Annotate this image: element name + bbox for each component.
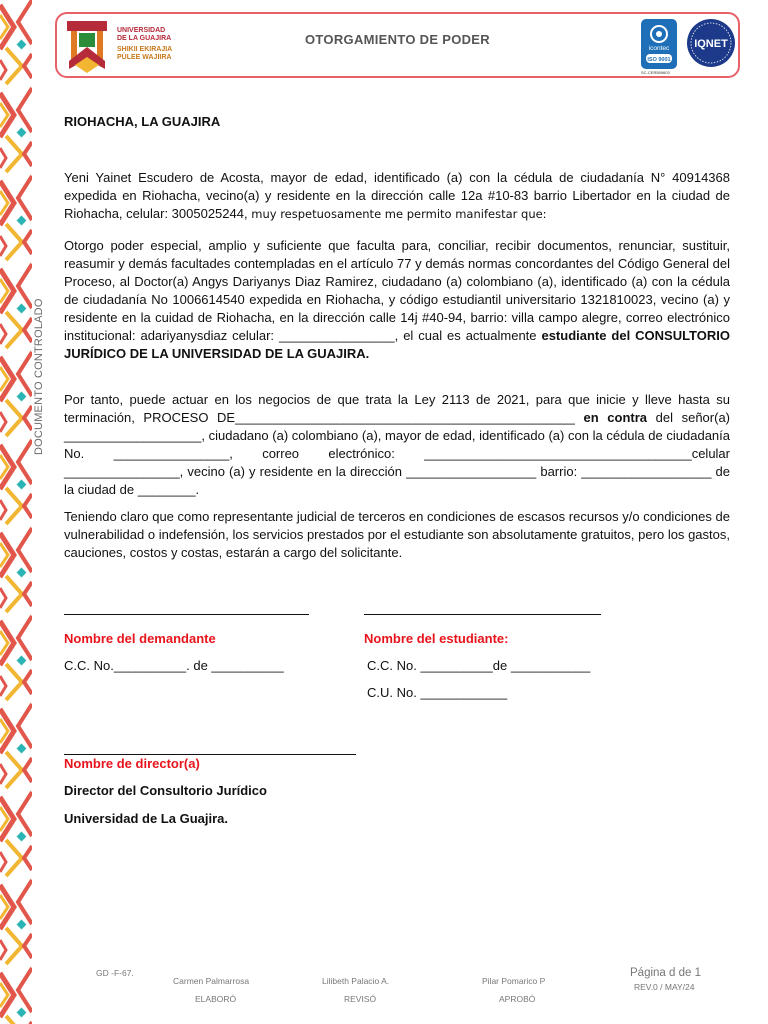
process-text-a: Por tanto, puede actuar en los negocios de que trata la Ley 2113 de 2021, para que inicie y lleve hasta su terminación, PROCESO DE_______________________________________________ (64, 392, 730, 425)
demandante-signature-line (64, 614, 309, 615)
footer-revision: REV.0 / MAY/24 (634, 982, 695, 992)
director-name-label: Nombre de director(a) (64, 756, 200, 771)
logo-line-3: SHIKII EKIRAJIA (117, 46, 173, 53)
controlled-document-label: DOCUMENTO CONTROLADO (33, 298, 45, 455)
process-text-c: del señor(a) ___________________, ciudadano (a) colombiano (a), mayor de edad, identificado (a) con la cédula de ciudadanía No. ________________, correo electrónico: _____________________________________celular ________________, vecino (a) y residente en la dirección __________________ barrio: __________________ de la ciudad de ________. (64, 410, 730, 497)
footer-reviso-label: REVISÓ (344, 994, 377, 1004)
logo-line-4: PÜLEE WAJIIRA (117, 54, 172, 61)
estudiante-cu: C.U. No. ____________ (367, 685, 508, 700)
demandante-name-label: Nombre del demandante (64, 631, 216, 646)
power-text: Otorgo poder especial, amplio y suficiente que faculta para, conciliar, recibir documentos, renunciar, sustituir, reasumir y demás facultades contempladas en el artículo 77 y demás normas concordantes del Código General del Proceso, al Doctor(a) Angys Dariyanys Diaz Ramirez, ciudadano (a) colombiano (a), identificado (a) con la cédula de ciudadanía No 1006614540 expedida en Riohacha, y código estudiantil universitario 1321810023, vecino (a) y residente en la cuidad de Riohacha, en la dirección calle 14j #40-94, barrio: villa campo alegre, correo electrónico institucional: adariyanysdiaz celular: ________________, el cual es actualmente (64, 238, 730, 343)
estudiante-name-label: Nombre del estudiante: (364, 631, 509, 646)
document-title: OTORGAMIENTO DE PODER (305, 32, 490, 47)
director-organization: Universidad de La Guajira. (64, 811, 228, 826)
footer-elaboro-name: Carmen Palmarrosa (173, 976, 250, 986)
power-text-bold: estudiante del CONSULTORIO JURÍDICO DE LA UNIVERSIDAD DE LA GUAJIRA. (64, 328, 730, 361)
footer-elaboro-label: ELABORÓ (195, 994, 237, 1004)
paragraph-power (64, 237, 730, 363)
grantor-text-tail: muy respetuosamente me permito manifestar que: (247, 207, 547, 221)
decorative-border (0, 0, 32, 1024)
grantor-text: Yeni Yainet Escudero de Acosta, mayor de edad, identificado (a) con la cédula de ciudadanía N° 40914368 expedida en Riohacha, vecino(a) y residente en la dirección calle 12a #10-83 barrio Libertador en la ciudad de Riohacha, celular: 3005025244, (64, 170, 730, 221)
svg-text:ISO 9001: ISO 9001 (647, 57, 671, 63)
iqnet-certification-icon (686, 18, 736, 68)
logo-line-2: DE LA GUAJIRA (117, 35, 172, 42)
process-text-bold: en contra (583, 410, 648, 425)
demandante-cc: C.C. No.__________. de __________ (64, 658, 284, 673)
certification-caption: SC-CER559603 (641, 70, 670, 75)
estudiante-cc: C.C. No. __________de ___________ (367, 658, 591, 673)
icontec-certification-icon (640, 18, 678, 70)
paragraph-grantor (64, 169, 730, 223)
paragraph-costs: Teniendo claro que como representante judicial de terceros en condiciones de escasos recursos y/o condiciones de vulnerabilidad o indefensión, los servicios prestados por el estudiante son absolutamente gratuitos, pero los gastos, cauciones, costos y costas, estarán a cargo del solicitante. (64, 509, 730, 560)
city-heading: RIOHACHA, LA GUAJIRA (64, 114, 221, 129)
footer-form-code: GD -F-67. (96, 968, 134, 978)
svg-text:IQNET: IQNET (694, 38, 728, 50)
footer-reviso-name: Lilibeth Palacio A. (322, 976, 390, 986)
svg-text:icontec: icontec (648, 45, 670, 52)
university-logo (65, 19, 175, 75)
footer-page-number: Página d de 1 (630, 967, 701, 979)
university-emblem-icon (65, 19, 109, 75)
estudiante-signature-line (364, 614, 601, 615)
director-role: Director del Consultorio Jurídico (64, 783, 267, 798)
footer-aprobo-name: Pilar Pomarico P (482, 976, 546, 986)
footer-aprobo-label: APROBÓ (499, 994, 536, 1004)
paragraph-process (64, 391, 730, 499)
director-signature-line (64, 754, 356, 755)
logo-line-1: UNIVERSIDAD (117, 27, 166, 34)
document-header (55, 12, 740, 78)
